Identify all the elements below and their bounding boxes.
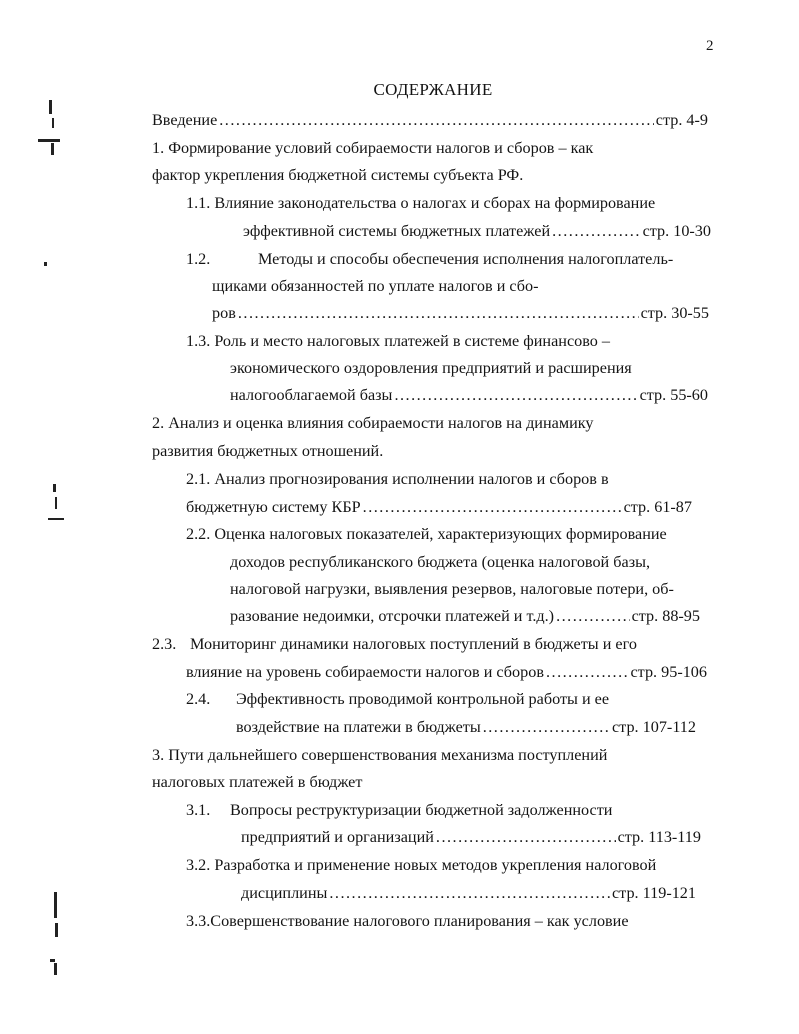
toc-section-1-3-line-2: экономического оздоровления предприятий и расширения xyxy=(230,359,632,377)
toc-section-3-2-line-2 xyxy=(241,883,696,903)
toc-section-2-1-text: бюджетную систему КБР xyxy=(186,498,361,516)
toc-section-2-3-line-1: Мониторинг динамики налоговых поступлений в бюджеты и его xyxy=(190,635,637,653)
scan-artifact xyxy=(55,497,57,509)
toc-section-2-4-page: стр. 107-112 xyxy=(612,718,696,736)
leader-dots xyxy=(556,606,630,626)
toc-section-1-2-text: ров xyxy=(212,304,236,322)
toc-section-2-4-line-2 xyxy=(236,717,696,737)
toc-section-1-3-text: налогооблагаемой базы xyxy=(230,386,393,404)
scan-artifact xyxy=(50,959,55,962)
toc-section-2-4-number: 2.4. xyxy=(186,690,211,708)
toc-section-2-3-line-2 xyxy=(186,662,707,682)
leader-dots xyxy=(363,497,622,517)
scan-artifact xyxy=(54,892,57,918)
toc-section-3-1-text: предприятий и организаций xyxy=(241,828,434,846)
toc-section-1-2-line-1: Методы и способы обеспечения исполнения налогоплатель- xyxy=(258,250,674,268)
toc-section-2-3-number: 2.3. xyxy=(152,635,177,653)
toc-entry-intro xyxy=(152,110,708,130)
scan-artifact xyxy=(52,118,54,128)
toc-section-1-1-line-1: 1.1. Влияние законодательства о налогах и сборах на формирование xyxy=(186,194,656,212)
toc-section-2-1-line-2 xyxy=(186,497,692,517)
scan-artifact xyxy=(48,518,64,520)
toc-chapter-3-line-2: налоговых платежей в бюджет xyxy=(152,773,363,791)
leader-dots xyxy=(219,110,654,130)
scan-artifact xyxy=(51,143,54,155)
leader-dots xyxy=(483,717,610,737)
leader-dots xyxy=(238,303,639,323)
toc-entry-intro-page: стр. 4-9 xyxy=(655,111,708,129)
toc-section-1-1-line-2 xyxy=(243,221,711,241)
toc-section-1-1-text: эффективной системы бюджетных платежей xyxy=(243,222,551,240)
toc-section-2-4-line-1: Эффективность проводимой контрольной работы и ее xyxy=(236,690,610,708)
scan-artifact xyxy=(44,262,47,266)
toc-chapter-3-line-1: 3. Пути дальнейшего совершенствования механизма поступлений xyxy=(152,746,608,764)
page-number: 2 xyxy=(706,38,714,54)
toc-section-1-2-line-3 xyxy=(212,303,709,323)
document-title: СОДЕРЖАНИЕ xyxy=(373,80,493,99)
toc-section-2-2-text: разование недоимки, отсрочки платежей и т.д.) xyxy=(230,607,555,625)
toc-section-2-2-line-3: налоговой нагрузки, выявления резервов, налоговые потери, об- xyxy=(230,580,674,598)
toc-section-3-1-page: стр. 113-119 xyxy=(617,828,701,846)
toc-section-1-1-page: стр. 10-30 xyxy=(642,222,711,240)
scan-artifact xyxy=(49,100,52,114)
toc-entry-intro-label: Введение xyxy=(152,111,218,129)
toc-section-2-2-line-4 xyxy=(230,606,700,626)
toc-chapter-2-line-1: 2. Анализ и оценка влияния собираемости налогов на динамику xyxy=(152,414,594,432)
toc-section-3-1-line-1: Вопросы реструктуризации бюджетной задолженности xyxy=(230,801,613,819)
toc-section-2-1-line-1: 2.1. Анализ прогнозирования исполнении налогов и сборов в xyxy=(186,470,609,488)
leader-dots xyxy=(552,221,640,241)
toc-section-2-2-line-2: доходов республиканского бюджета (оценка налоговой базы, xyxy=(230,553,651,571)
toc-section-2-3-text: влияние на уровень собираемости налогов и сборов xyxy=(186,663,544,681)
toc-section-1-2-number: 1.2. xyxy=(186,250,211,268)
scan-artifact xyxy=(53,484,56,492)
leader-dots xyxy=(546,662,629,682)
leader-dots xyxy=(436,827,616,847)
toc-section-3-3-line-1: 3.3.Совершенствование налогового планирования – как условие xyxy=(186,912,629,930)
toc-chapter-1-line-1: 1. Формирование условий собираемости налогов и сборов – как xyxy=(152,139,594,157)
toc-section-3-1-number: 3.1. xyxy=(186,801,211,819)
toc-section-2-3-page: стр. 95-106 xyxy=(630,663,707,681)
toc-section-1-3-line-1: 1.3. Роль и место налоговых платежей в системе финансово – xyxy=(186,332,610,350)
leader-dots xyxy=(329,883,610,903)
toc-section-1-2-page: стр. 30-55 xyxy=(640,304,709,322)
toc-section-2-1-page: стр. 61-87 xyxy=(623,498,692,516)
toc-section-1-3-line-3 xyxy=(230,385,708,405)
toc-section-2-2-line-1: 2.2. Оценка налоговых показателей, характеризующих формирование xyxy=(186,525,667,543)
toc-section-3-2-line-1: 3.2. Разработка и применение новых методов укрепления налоговой xyxy=(186,856,657,874)
scan-artifact xyxy=(54,963,57,975)
toc-section-3-2-text: дисциплины xyxy=(241,884,328,902)
toc-chapter-2-line-2: развития бюджетных отношений. xyxy=(152,442,384,460)
toc-section-1-3-page: стр. 55-60 xyxy=(639,386,708,404)
leader-dots xyxy=(394,385,637,405)
scan-artifact xyxy=(38,139,60,142)
toc-section-3-1-line-2 xyxy=(241,827,701,847)
toc-chapter-1-line-2: фактор укрепления бюджетной системы субъекта РФ. xyxy=(152,166,524,184)
toc-section-3-2-page: стр. 119-121 xyxy=(612,884,696,902)
toc-section-1-2-line-2: щиками обязанностей по уплате налогов и сбо- xyxy=(212,277,539,295)
toc-section-2-2-page: стр. 88-95 xyxy=(631,607,700,625)
toc-section-2-4-text: воздействие на платежи в бюджеты xyxy=(236,718,481,736)
scan-artifact xyxy=(55,923,58,937)
